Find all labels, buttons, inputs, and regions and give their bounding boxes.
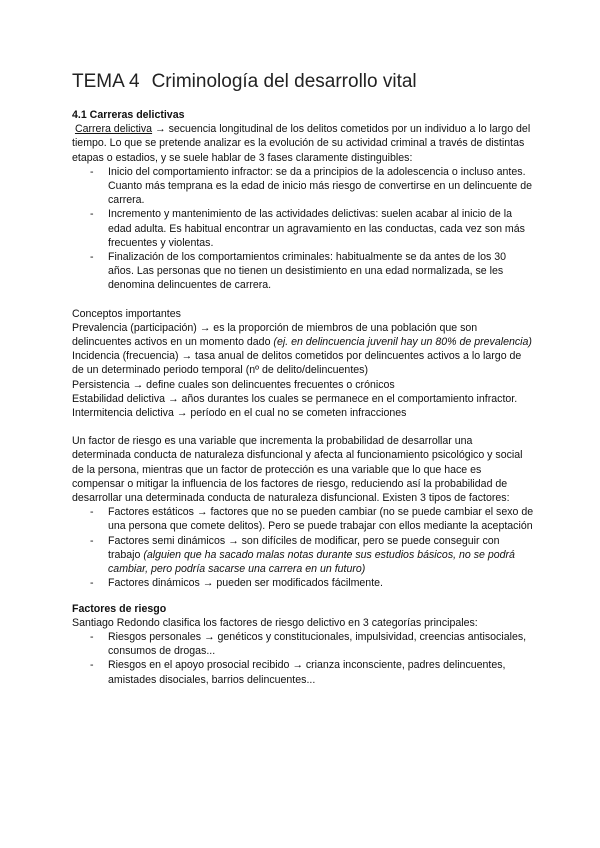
list-item: - Inicio del comportamiento infractor: se da a principios de la adolescencia o incluso antes. Cuanto más temprana es la edad de inicio más riesgo de convertirse en un delincuente de carrera.: [108, 165, 534, 208]
semidynamic-text: Factores semi dinámicos → son difíciles de modificar, pero se puede conseguir con trabajo: [108, 534, 500, 561]
section-heading-factores: Factores de riesgo: [72, 602, 167, 615]
carrera-delictiva-definition: [72, 122, 534, 165]
list-item: - Riesgos en el apoyo prosocial recibido → crianza inconsciente, padres delincuentes, amistades disociales, barrios delincuentes...: [108, 658, 534, 686]
semidynamic-example: (alguien que ha sacado malas notas durante sus estudios básicos, no se podrá cambiar, pero podría sacarse una carrera en un futuro): [108, 548, 515, 576]
list-item: - Riesgos personales → genéticos y constitucionales, impulsividad, creencias antisociales, consumos de drogas...: [108, 630, 534, 658]
concept-incidence: Incidencia (frecuencia) → tasa anual de delitos cometidos por delincuentes activos a lo largo de de un determinado periodo temporal (nº de delito/delincuentes): [72, 350, 522, 377]
concept-stability: Estabilidad delictiva → años durantes los cuales se permanece en el comportamiento infractor.: [72, 392, 518, 405]
concept-prevalence: [72, 321, 534, 349]
list-item: - Factores estáticos → factores que no se pueden cambiar (no se puede cambiar el sexo de una persona que comete delitos). Pero se puede trabajar con ellos mediante la aceptación: [108, 505, 534, 533]
risk-factor-paragraph: Un factor de riesgo es una variable que incrementa la probabilidad de desarrollar una determinada conducta de naturaleza disfuncional y afecta al funcionamiento psicológico y social de la persona, mientras que un factor de protección es una variable que lo que hace es compensar o mitigar la influencia de los factores de riesgo, reduciendo así la probabilidad de desarrollar una determinada conducta de naturaleza disfuncional. Existen 3 tipos de factores:: [72, 435, 523, 505]
title-number: TEMA 4: [72, 71, 140, 92]
concept-prevalence-text: Prevalencia (participación) → es la proporción de miembros de una población que son delincuentes activos en un momento dado: [72, 321, 478, 349]
section-heading-carreras: 4.1 Carreras delictivas: [72, 109, 185, 121]
factor-types-list: [72, 505, 534, 590]
carrera-delictiva-text: → secuencia longitudinal de los delitos cometidos por un individuo a lo largo del tiempo. Lo que se pretende analizar es la evolución de su actividad criminal a través de distintas etapas o estadios, y se suele hablar de 3 fases claramente distinguibles:: [72, 123, 531, 164]
factors-intro: Santiago Redondo clasifica los factores de riesgo delictivo en 3 categorías principales:: [72, 616, 478, 629]
concept-persistence: Persistencia → define cuales son delincuentes frecuentes o crónicos: [72, 378, 395, 391]
concepts-heading: Conceptos importantes: [72, 307, 181, 320]
carrera-delictiva-term: Carrera delictiva: [74, 123, 153, 136]
page-title: [72, 70, 417, 94]
concept-prevalence-example: (ej. en delincuencia juvenil hay un 80% de prevalencia): [273, 336, 532, 349]
risk-categories-list: [72, 630, 534, 687]
list-item: - Finalización de los comportamientos criminales: habitualmente se da antes de los 30 años. Las personas que no tienen un desistimiento en una edad normalizada, se les denomina delincuentes de carrera.: [108, 250, 534, 293]
phases-list: [72, 165, 534, 293]
document-body: [72, 108, 534, 687]
list-item: [108, 534, 534, 577]
title-text: Criminología del desarrollo vital: [151, 71, 417, 92]
list-item: - Incremento y mantenimiento de las actividades delictivas: suelen acabar al inicio de la edad adulta. Es habitual encontrar un agravamiento en las conductas, cada vez son más frecuentes y violentas.: [108, 207, 534, 250]
list-item: - Factores dinámicos → pueden ser modificados fácilmente.: [108, 576, 534, 590]
concept-intermittence: Intermitencia delictiva → período en el cual no se cometen infracciones: [72, 407, 407, 420]
